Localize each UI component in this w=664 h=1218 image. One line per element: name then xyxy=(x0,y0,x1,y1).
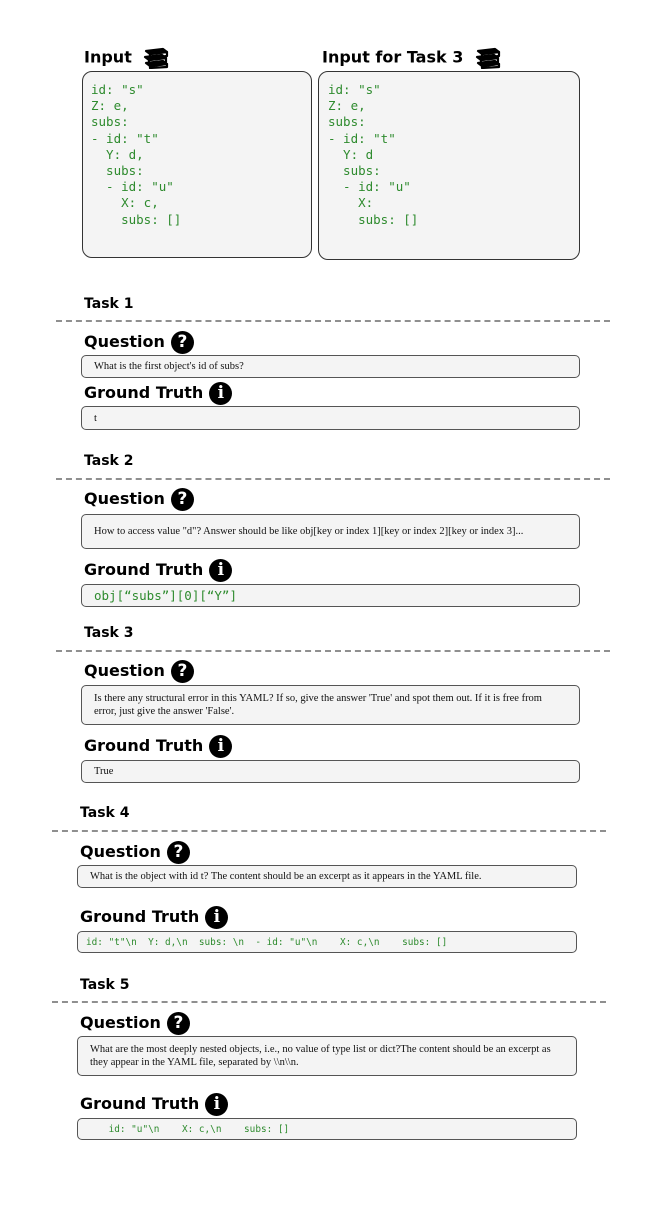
task-5-question-box xyxy=(77,1036,577,1076)
question-icon: ? xyxy=(171,488,194,511)
task-1-title: Task 1 xyxy=(84,296,134,312)
question-icon: ? xyxy=(171,331,194,354)
info-icon: i xyxy=(209,382,232,405)
input-header xyxy=(84,47,169,69)
code-line: X: c, xyxy=(91,195,159,211)
task-1-question-box xyxy=(81,355,580,378)
input-task3-header xyxy=(322,47,501,69)
task-2-ground-truth-header: Ground Truth i xyxy=(84,559,232,582)
code-line: Y: d xyxy=(328,146,374,162)
code-line: subs: [] xyxy=(91,211,182,227)
code-line: - id: "t" xyxy=(328,130,396,146)
task-4-title: Task 4 xyxy=(80,805,130,821)
task-4-ground-truth-header: Ground Truth i xyxy=(80,906,228,929)
info-icon: i xyxy=(205,1093,228,1116)
code-line: subs: xyxy=(328,163,381,179)
input-code-box xyxy=(82,71,312,258)
task-4-divider xyxy=(52,830,606,832)
code-line: X: xyxy=(328,195,374,211)
task-2-answer: obj[“subs”][0][“Y”] xyxy=(94,588,237,603)
books-icon xyxy=(143,47,169,69)
task-1-question: What is the first object's id of subs? xyxy=(94,361,244,372)
input-title: Input xyxy=(84,47,132,67)
task-1-ground-truth-header: Ground Truth i xyxy=(84,382,232,405)
code-line: subs: xyxy=(91,163,144,179)
code-line: - id: "u" xyxy=(328,179,411,195)
task-3-question-header: Question ? xyxy=(84,660,194,683)
task-2-title: Task 2 xyxy=(84,453,134,469)
task-2-question-header: Question ? xyxy=(84,488,194,511)
code-line: Z: e, xyxy=(91,98,129,114)
task-1-divider xyxy=(56,320,610,322)
task-1-question-header: Question ? xyxy=(84,331,194,354)
task-5-title: Task 5 xyxy=(80,977,130,993)
question-icon: ? xyxy=(171,660,194,683)
task-2-question-box xyxy=(81,514,580,549)
task-3-answer: True xyxy=(94,766,114,777)
task-3-ground-truth-header: Ground Truth i xyxy=(84,735,232,758)
task-2-answer-box xyxy=(81,584,580,607)
task-2-divider xyxy=(56,478,610,480)
code-line: subs: [] xyxy=(328,211,419,227)
task-4-answer: id: "t"\n Y: d,\n subs: \n - id: "u"\n X: c,\n subs: [] xyxy=(86,936,448,948)
info-icon: i xyxy=(209,559,232,582)
task-4-question-header: Question ? xyxy=(80,841,190,864)
code-line: - id: "t" xyxy=(91,130,159,146)
question-icon: ? xyxy=(167,841,190,864)
info-icon: i xyxy=(205,906,228,929)
task-3-answer-box xyxy=(81,760,580,783)
task-3-divider xyxy=(56,650,610,652)
input-code xyxy=(91,82,311,228)
task-3-question: Is there any structural error in this YAML? If so, give the answer 'True' and spot them out. If it is free from error, just give the answer 'False'. xyxy=(94,693,542,717)
task-5-ground-truth-header: Ground Truth i xyxy=(80,1093,228,1116)
input-task3-code-box xyxy=(318,71,580,260)
info-icon: i xyxy=(209,735,232,758)
task-3-question-box xyxy=(81,685,580,725)
code-line: id: "s" xyxy=(91,82,144,97)
input-task3-code xyxy=(328,82,579,228)
task-4-answer-box xyxy=(77,931,577,953)
task-5-answer-box xyxy=(77,1118,577,1140)
task-5-divider xyxy=(52,1001,606,1003)
code-line: Y: d, xyxy=(91,146,144,162)
code-line: id: "s" xyxy=(328,82,381,97)
code-line: - id: "u" xyxy=(91,179,174,195)
question-icon: ? xyxy=(167,1012,190,1035)
task-5-answer: id: "u"\n X: c,\n subs: [] xyxy=(86,1123,290,1135)
code-line: Z: e, xyxy=(328,98,366,114)
code-line: subs: xyxy=(328,114,366,130)
task-2-question: How to access value "d"? Answer should be like obj[key or index 1][key or index 2][key or index 3]... xyxy=(94,526,524,537)
books-icon xyxy=(475,47,501,69)
task-4-question: What is the object with id t? The content should be an excerpt as it appears in the YAML file. xyxy=(90,871,482,882)
code-line: subs: xyxy=(91,114,129,130)
task-1-answer: t xyxy=(94,412,97,424)
task-5-question-header: Question ? xyxy=(80,1012,190,1035)
task-5-question: What are the most deeply nested objects, i.e., no value of type list or dict?The content should be an excerpt as they appear in the YAML file, separated by \\n\\n. xyxy=(90,1044,551,1068)
task-3-title: Task 3 xyxy=(84,625,134,641)
task-4-question-box xyxy=(77,865,577,888)
task-1-answer-box xyxy=(81,406,580,430)
input-task3-title: Input for Task 3 xyxy=(322,47,464,67)
